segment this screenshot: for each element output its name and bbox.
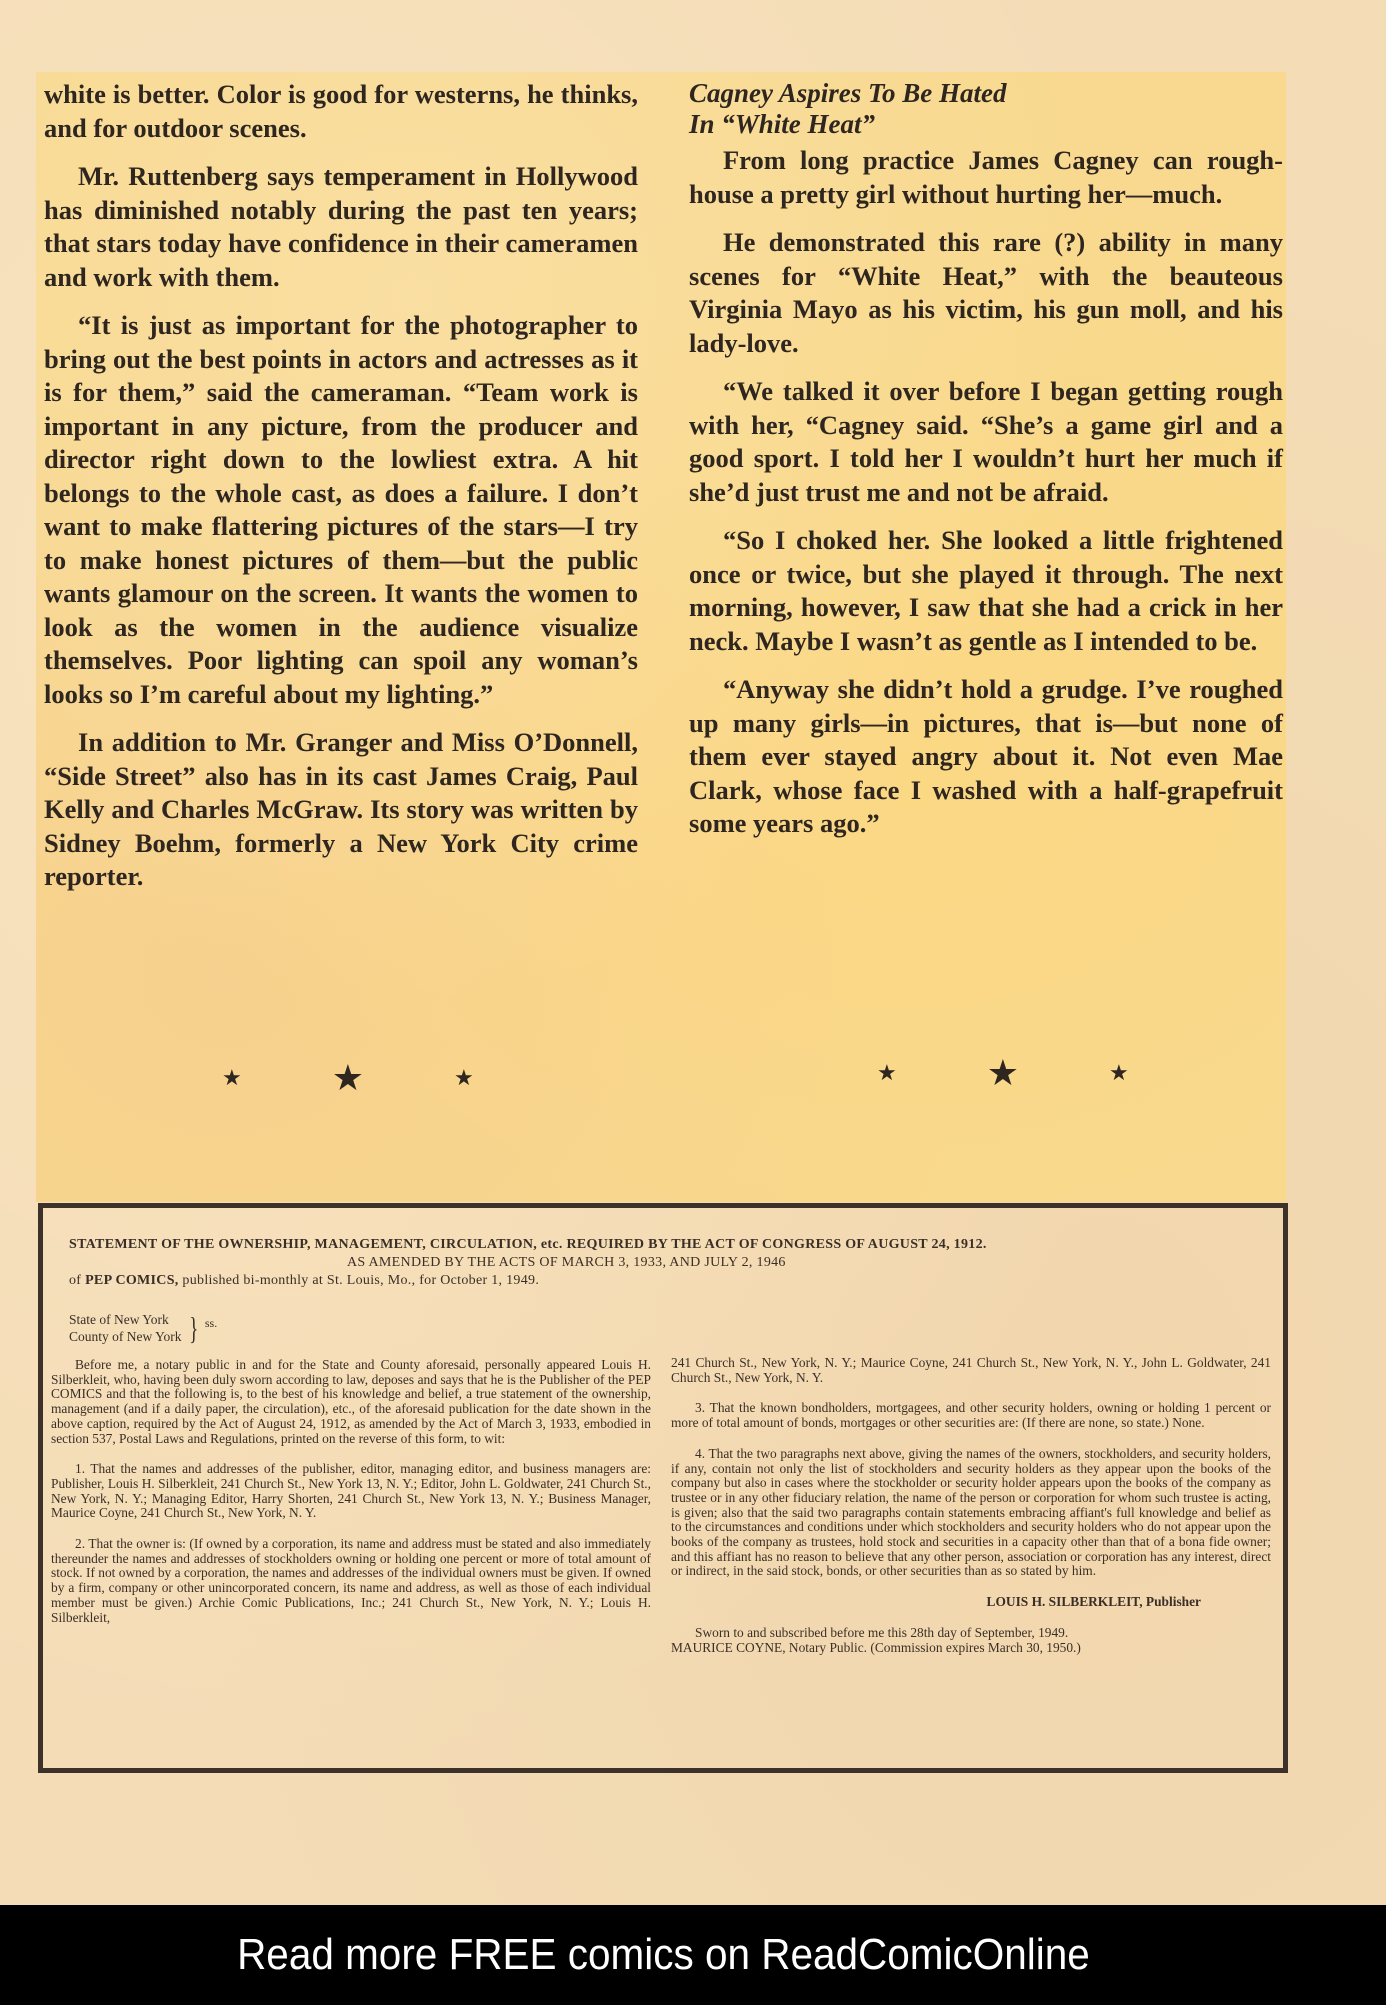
star-icon: ★ [1109, 1061, 1129, 1086]
venue-ss: ss. [204, 1315, 218, 1330]
promo-banner[interactable] [0, 1905, 1386, 2005]
notary-line: MAURICE COYNE, Notary Public. (Commission expires March 30, 1950.) [671, 1639, 1081, 1655]
headline-line: In “White Heat” [689, 109, 876, 139]
article-paragraph: “It is just as important for the photographer to bring out the best points in actors and actresses as it is for them,” said the cameraman. “Team work is important in any picture, from the producer and director right down to the lowliest extra. A hit belongs to the whole cast, as does a failure. I don’t want to make flattering pictures of the stars—I try to make honest pictures of them—but the public wants glamour on the screen. It wants the women to look as the women in the audience visualize themselves. Poor lighting can spoil any woman’s looks so I’m careful about my lighting.” [44, 310, 638, 709]
star-icon: ★ [986, 1053, 1020, 1094]
publisher-signature: LOUIS H. SILBERKLEIT, Publisher [986, 1594, 1201, 1610]
venue-block [69, 1311, 217, 1345]
publication-name: PEP COMICS, [85, 1273, 179, 1288]
statement-paragraph: 2. That the owner is: (If owned by a corporation, its name and address must be stated and also immediately thereunder the names and addresses of stockholders owning or holding one percent or more of total amount of stock. If not owned by a corporation, the names and addresses of the individual owners must be given. If owned by a firm, company or other unincorporated concern, its name and address, as well as those of each individual member must be given.) Archie Comic Publications, Inc.; 241 Church St., New York, N. Y.; Louis H. Silberkleit, [51, 1536, 651, 1625]
article-paragraph: “So I choked her. She looked a little frightened once or twice, but she played it through. The next morning, however, I saw that she had a crick in her neck. Maybe I wasn’t as gentle as I intended to be. [689, 525, 1283, 656]
star-icon: ★ [331, 1058, 365, 1099]
statement-paragraph: 241 Church St., New York, N. Y.; Maurice Coyne, 241 Church St., New York, N. Y., John L. Goldwater, 241 Church St., New York, N. Y. [671, 1355, 1271, 1385]
article-headline [689, 78, 1283, 140]
promo-banner-text[interactable]: Read more FREE comics on ReadComicOnline [236, 1930, 1090, 1979]
section-divider-stars [877, 1053, 1129, 1094]
star-icon: ★ [454, 1066, 474, 1091]
statement-title-line: AS AMENDED BY THE ACTS OF MARCH 3, 1933, AND JULY 2, 1946 [347, 1255, 786, 1270]
star-icon: ★ [222, 1066, 242, 1091]
statement-paragraph: 4. That the two paragraphs next above, giving the names of the owners, stockholders, and security holders, if any, contain not only the list of stockholders and security holders as they appear upon the books of the company but also in cases where the stockholder or security holder appears upon the books of the company as trustee or in any other fiduciary relation, the name of the person or corporation for whom such trustee is acting, is given; also that the said two paragraphs contain statements embracing affiant's full knowledge and belief as to the circumstances and conditions under which stockholders and security holders who do not appear upon the books of the company as trustees, hold stock and securities in a capacity other than that of a bona fide owner; and this affiant has no reason to believe that any other person, association or corporation has any interest, direct or indirect, in the said stock, bonds, or other securities than as so stated by him. [671, 1445, 1271, 1579]
article-paragraph: white is better. Color is good for westerns, he thinks, and for outdoor scenes. [44, 79, 638, 143]
article-paragraph: He demonstrated this rare (?) ability in many scenes for “White Heat,” with the beauteous Virginia Mayo as his victim, his gun moll, and his lady-love. [689, 227, 1283, 358]
section-divider-stars [222, 1058, 474, 1099]
statement-paragraph: 3. That the known bondholders, mortgagees, and other security holders, owning or holding 1 percent or more of total amount of bonds, mortgages or other securities are: (If there are none, so state.) None. [671, 1400, 1271, 1431]
star-icon: ★ [877, 1061, 897, 1086]
statement-title [69, 1236, 1259, 1290]
article-paragraph: In addition to Mr. Granger and Miss O’Donnell, “Side Street” also has in its cast James Craig, Paul Kelly and Charles McGraw. Its story was written by Sidney Boehm, formerly a New York City crime reporter. [44, 727, 638, 891]
article-paragraph: From long practice James Cagney can rough-house a pretty girl without hurting her—much. [689, 145, 1283, 209]
venue-state: State of New York [69, 1312, 169, 1327]
publication-details: published bi-monthly at St. Louis, Mo., for October 1, 1949. [182, 1273, 540, 1288]
ownership-statement-box [38, 1203, 1288, 1773]
statement-paragraph: 1. That the names and addresses of the publisher, editor, managing editor, and business managers are: Publisher, Louis H. Silberkleit, 241 Church St., New York 13, N. Y.; Editor, John L. Goldwater, 241 Church St., New York, N. Y.; Managing Editor, Harry Shorten, 241 Church St., New York 13, N. Y.; Business Manager, Maurice Coyne, 241 Church St., New York, N. Y. [51, 1461, 651, 1521]
article-right-column [689, 78, 1283, 856]
venue-county: County of New York [69, 1329, 182, 1344]
statement-title-line: STATEMENT OF THE OWNERSHIP, MANAGEMENT, CIRCULATION, etc. REQUIRED BY THE ACT OF CONGRESS OF AUGUST 24, 1912. [69, 1237, 987, 1252]
brace-icon: } [188, 1310, 198, 1346]
article-paragraph: Mr. Ruttenberg says temperament in Hollywood has diminished notably during the past ten years; that stars today have confidence in their cameramen and work with them. [44, 161, 638, 292]
statement-right-column [671, 1356, 1271, 1655]
article-paragraph: “Anyway she didn’t hold a grudge. I’ve roughed up many girls—in pictures, that is—but none of them ever stayed angry about it. Not even Mae Clark, whose face I washed with a half-grapefruit some years ago.” [689, 674, 1283, 838]
article-left-column [44, 78, 638, 909]
headline-line: Cagney Aspires To Be Hated [689, 78, 1007, 108]
sworn-line: Sworn to and subscribed before me this 28th day of September, 1949. [695, 1624, 1069, 1640]
statement-left-column [51, 1358, 651, 1641]
statement-paragraph: Before me, a notary public in and for the State and County aforesaid, personally appeared Louis H. Silberkleit, who, having been duly sworn according to law, deposes and says that he is the Publisher of the PEP COMICS and that the following is, to the best of his knowledge and belief, a true statement of the ownership, management (and if a daily paper, the circulation), etc., of the aforesaid publication for the date shown in the above caption, required by the Act of August 24, 1912, as amended by the Act of March 3, 1933, embodied in section 537, Postal Laws and Regulations, printed on the reverse of this form, to wit: [51, 1357, 651, 1446]
statement-publication-line [69, 1272, 1259, 1290]
article-paragraph: “We talked it over before I began getting rough with her, “Cagney said. “She’s a game girl and a good sport. I told her I wouldn’t hurt her much if she’d just trust me and not be afraid. [689, 376, 1283, 507]
prefix-text: of [69, 1273, 82, 1288]
